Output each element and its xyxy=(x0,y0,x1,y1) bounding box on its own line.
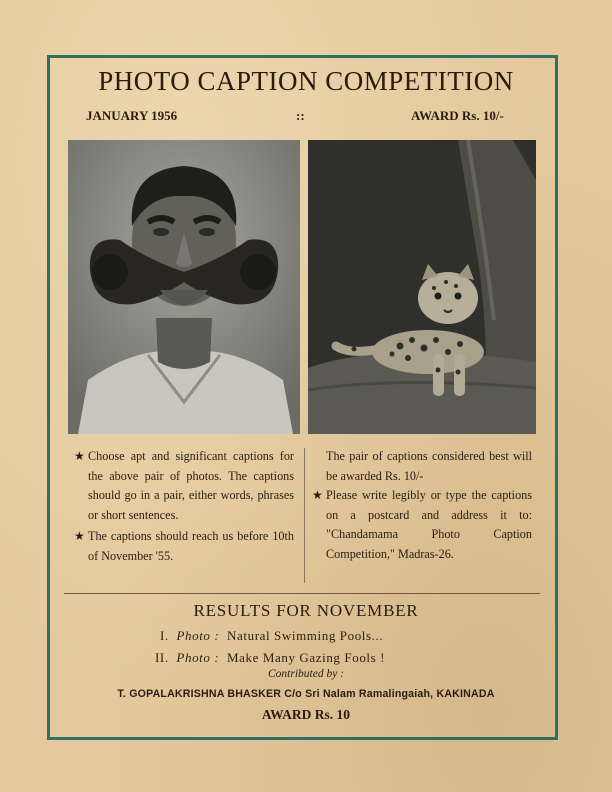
instruction-text: Please write legibly or type the captions on a postcard and address it to: "Chandamama Photo Caption Competition," Madras-26. xyxy=(326,488,532,561)
star-bullet-icon: ★ xyxy=(74,449,85,463)
leopard-cub-illustration xyxy=(308,140,536,434)
instructions-left xyxy=(74,447,294,566)
instruction-text: The pair of captions considered best will be awarded Rs. 10/- xyxy=(326,449,532,483)
instruction-text: The captions should reach us before 10th of November '55. xyxy=(88,529,294,563)
photo-moustache-man xyxy=(68,140,300,434)
photo-leopard-cub xyxy=(308,140,536,434)
instruction-item xyxy=(312,486,532,564)
instruction-item xyxy=(74,447,294,525)
result-caption: Natural Swimming Pools... xyxy=(227,628,384,643)
results-award: AWARD Rs. 10 xyxy=(261,707,351,722)
moustache-man-illustration xyxy=(68,140,300,434)
issue-date: JANUARY 1956 xyxy=(86,108,178,123)
result-label: Photo : xyxy=(176,628,220,643)
section-divider xyxy=(64,593,540,594)
star-bullet-icon: ★ xyxy=(312,488,323,502)
results-title: RESULTS FOR NOVEMBER xyxy=(193,601,419,620)
instruction-item xyxy=(74,527,294,566)
page-title: PHOTO CAPTION COMPETITION xyxy=(98,66,514,96)
result-line-1 xyxy=(160,628,383,644)
header-separator: :: xyxy=(296,108,305,123)
result-label: Photo : xyxy=(176,650,220,665)
award-amount: AWARD Rs. 10/- xyxy=(411,108,504,123)
result-line-2 xyxy=(155,650,385,666)
result-caption: Make Many Gazing Fools ! xyxy=(226,650,386,665)
contributed-by-label: Contributed by : xyxy=(267,668,345,680)
result-number: II. xyxy=(155,650,169,665)
star-bullet-icon: ★ xyxy=(74,529,85,543)
instruction-text: Choose apt and significant captions for the above pair of photos. The captions should go in a pair, either words, phrases or short sentences. xyxy=(88,449,294,522)
winner-name: T. GOPALAKRISHNA BHASKER C/o Sri Nalam Ramalingaiah, KAKINADA xyxy=(117,688,495,700)
instructions-right xyxy=(312,447,532,564)
result-number: I. xyxy=(160,628,169,643)
column-divider xyxy=(304,448,305,583)
